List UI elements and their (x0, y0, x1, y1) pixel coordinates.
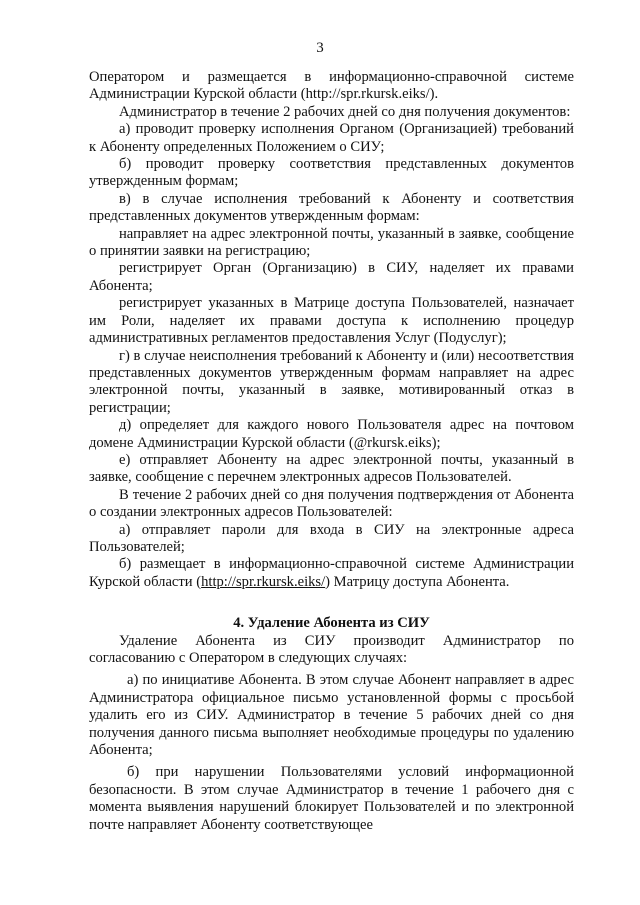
paragraph-text: ) Матрицу доступа Абонента. (325, 573, 510, 590)
paragraph: е) отправляет Абоненту на адрес электронной почты, указанный в заявке, сообщение с перечнем электронных адресов Пользователей. (89, 451, 574, 486)
paragraph: Удаление Абонента из СИУ производит Администратор по согласованию с Оператором в следующих случаях: (89, 632, 574, 666)
paragraph: Администратор в течение 2 рабочих дней со дня получения документов: (119, 103, 571, 120)
paragraph: а) по инициативе Абонента. В этом случае Абонент направляет в адрес Администратора официальное письмо установленной формы с просьбой удалить его из СИУ. Администратор в течение 5 рабочих дней со дня получения данного письма выполняет необходимые процедуры по удалению Абонента; (89, 672, 574, 759)
paragraph: регистрирует указанных в Матрице доступа Пользователей, назначает им Роли, наделяет их правами доступа к исполнению процедур административных регламентов предоставления Услуг (Подуслуг); (89, 295, 574, 347)
paragraph-text: б) размещает в информационно-справочной системе Администрации Курской области ( (89, 556, 574, 590)
paragraph: б) при нарушении Пользователями условий информационной безопасности. В этом случае Администратор в течение 1 рабочего дня с момента выявления нарушений блокирует Пользователей и по электронной почте направляет Абоненту соответствующее (89, 764, 574, 833)
paragraph: б) проводит проверку соответствия представленных документов утвержденным формам; (89, 156, 574, 190)
paragraph: Оператором и размещается в информационно-справочной системе Администрации Курской области (http://spr.rkursk.eiks/). (89, 69, 574, 103)
page-number: 3 (316, 40, 324, 56)
paragraph: в) в случае исполнения требований к Абоненту и соответствия представленных документов утвержденным формам: (89, 190, 574, 225)
paragraph: регистрирует Орган (Организацию) в СИУ, наделяет их правами Абонента; (89, 260, 574, 294)
paragraph: а) проводит проверку исполнения Органом (Организацией) требований к Абоненту определенных Положением о СИУ; (89, 121, 574, 155)
section-heading: 4. Удаление Абонента из СИУ (233, 615, 430, 632)
document-body (89, 69, 574, 834)
paragraph: а) отправляет пароли для входа в СИУ на электронные адреса Пользователей; (89, 521, 574, 555)
paragraph: направляет на адрес электронной почты, указанный в заявке, сообщение о принятии заявки на регистрацию; (89, 225, 574, 260)
url-link[interactable]: http://spr.rkursk.eiks/ (201, 573, 326, 590)
paragraph: д) определяет для каждого нового Пользователя адрес на почтовом домене Администрации Курской области (@rkursk.eiks); (89, 417, 574, 451)
paragraph: г) в случае неисполнения требований к Абоненту и (или) несоответствия представленных документов утвержденным формам направляет на адрес электронной почты, указанный в заявке, мотивированный отказ в регистрации; (89, 347, 574, 416)
paragraph: В течение 2 рабочих дней со дня получения подтверждения от Абонента о создании электронных адресов Пользователей: (89, 486, 574, 521)
paragraph-with-link (89, 556, 574, 591)
